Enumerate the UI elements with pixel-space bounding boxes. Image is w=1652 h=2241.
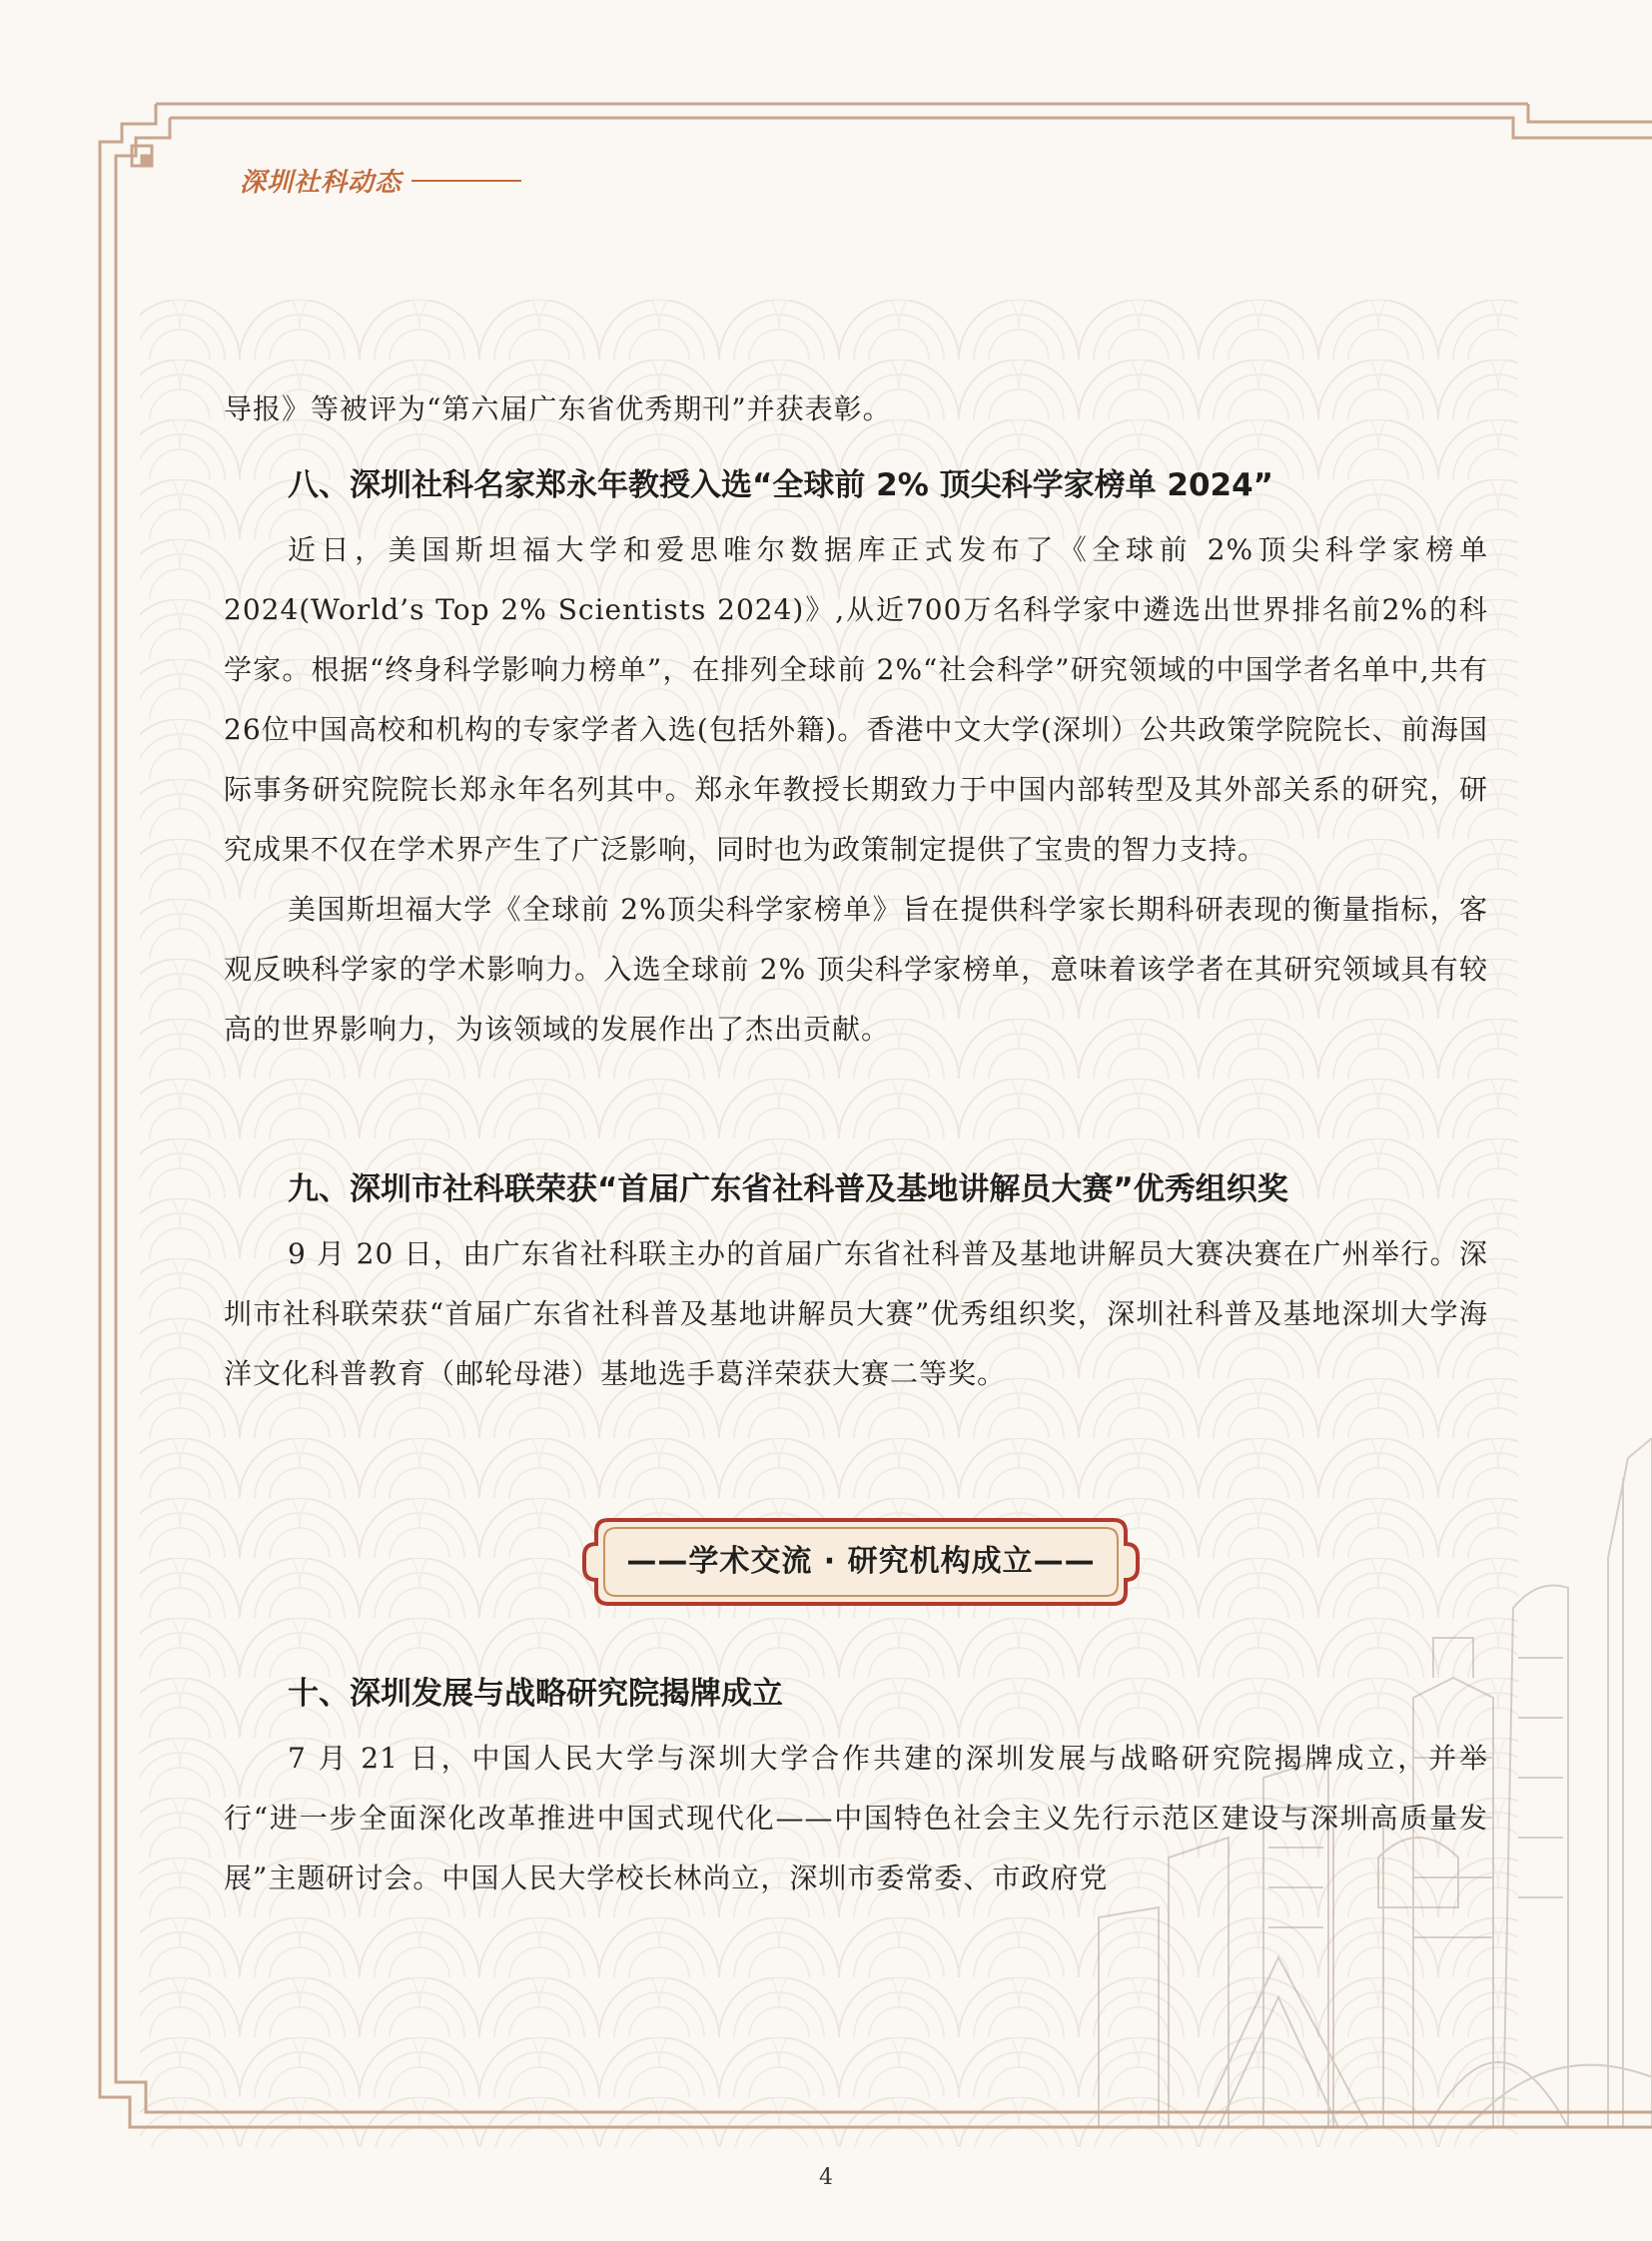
article-opening-fragment: 导报》等被评为“第六届广东省优秀期刊”并获表彰。 [224, 392, 892, 425]
section-heading-9: 九、深圳市社科联荣获“首届广东省社科普及基地讲解员大赛”优秀组织奖 [288, 1171, 1288, 1207]
section-10-paragraph-1: 7 月 21 日，中国人民大学与深圳大学合作共建的深圳发展与战略研究院揭牌成立，并举行“进一步全面深化改革推进中国式现代化——中国特色社会主义先行示范区建设与深圳高质量发展”主题研讨会。中国人民大学校长林尚立，深圳市委常委、市政府党 [224, 1742, 1488, 1894]
section-heading-8: 八、深圳社科名家郑永年教授入选“全球前 2% 顶尖科学家榜单 2024” [288, 467, 1274, 503]
category-banner-area [224, 1428, 1488, 1668]
section-8-paragraph-1: 近日，美国斯坦福大学和爱思唯尔数据库正式发布了《全球前 2%顶尖科学家榜单2024(World’s Top 2% Scientists 2024)》,从近700万名科学家中遴选出世界排名前2%的科学家。根据“终身科学影响力榜单”，在排列全球前 2%“社会科学”研究领域的中国学者名单中,共有26位中国高校和机构的专家学者入选(包括外籍)。香港中文大学(深圳）公共政策学院院长、前海国际事务研究院院长郑永年名列其中。郑永年教授长期致力于中国内部转型及其外部关系的研究，研究成果不仅在学术界产生了广泛影响，同时也为政策制定提供了宝贵的智力支持。 [224, 533, 1488, 866]
running-header-title: 深圳社科动态 [240, 168, 403, 198]
page-number: 4 [819, 2165, 833, 2190]
header-rule [412, 180, 521, 182]
banner-title: ——学术交流 · 研究机构成立—— [626, 1544, 1096, 1579]
section-9-paragraph-1: 9 月 20 日，由广东省社科联主办的首届广东省社科普及基地讲解员大赛决赛在广州举行。深圳市社科联荣获“首届广东省社科普及基地讲解员大赛”优秀组织奖，深圳社科普及基地深圳大学海洋文化科普教育（邮轮母港）基地选手葛洋荣获大赛二等奖。 [224, 1237, 1488, 1390]
category-banner [578, 1514, 1144, 1610]
article-body [224, 379, 1488, 1908]
section-heading-10: 十、深圳发展与战略研究院揭牌成立 [288, 1676, 783, 1712]
section-8-paragraph-2: 美国斯坦福大学《全球前 2%顶尖科学家榜单》旨在提供科学家长期科研表现的衡量指标，客观反映科学家的学术影响力。入选全球前 2% 顶尖科学家榜单，意味着该学者在其研究领域具有较高的世界影响力，为该领域的发展作出了杰出贡献。 [224, 893, 1488, 1046]
